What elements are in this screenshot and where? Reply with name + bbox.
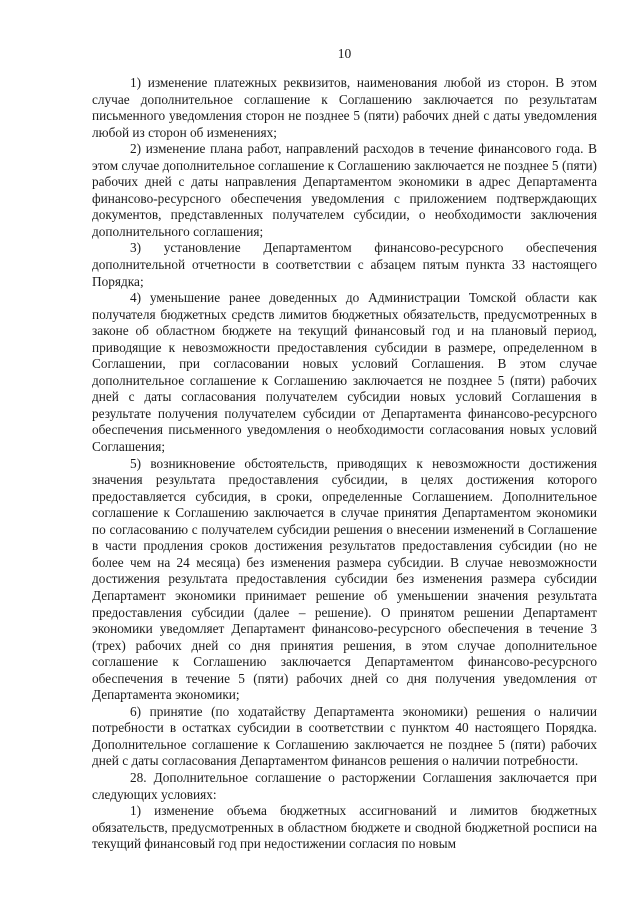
paragraph-item-5: 5) возникновение обстоятельств, приводящих к невозможности достижения значения результата предоставления субсидии, в целях достижения которого предоставляется субсидия, в сроки, определенные Соглашением. Дополнительное соглашение к Соглашению заключается в случае принятия Департаментом экономики по согласованию с получателем субсидии решения о внесении изменений в Соглашение в части продления сроков достижения результатов предоставления субсидии (но не более чем на 24 месяца) без изменения размера субсидии. В случае невозможности достижения результата предоставления субсидии без изменения размера субсидии Департамент экономики принимает решение об уменьшении значения результата предоставления субсидии (далее – решение). О принятом решении Департамент экономики уведомляет Департамент финансово-ресурсного обеспечения в течение 3 (трех) рабочих дней со дня принятия решения, в этом случае дополнительное соглашение к Соглашению заключается Департаментом финансово-ресурсного обеспечения в течение 5 (пяти) рабочих дней со дня получения уведомления от Департамента экономики; — [92, 455, 597, 703]
paragraph-clause-28: 28. Дополнительное соглашение о расторжении Соглашения заключается при следующих условиях: — [92, 769, 597, 802]
paragraph-item-1: 1) изменение платежных реквизитов, наименования любой из сторон. В этом случае дополнительное соглашение к Соглашению заключается по результатам письменного уведомления сторон не позднее 5 (пяти) рабочих дней с даты уведомления любой из сторон об изменениях; — [92, 75, 597, 140]
paragraph-clause-28-item-1: 1) изменение объема бюджетных ассигнований и лимитов бюджетных обязательств, предусмотренных в областном бюджете и сводной бюджетной росписи на текущий финансовый год при недостижении согласия по новым — [92, 803, 597, 852]
paragraph-item-2: 2) изменение плана работ, направлений расходов в течение финансового года. В этом случае дополнительное соглашение к Соглашению заключается не позднее 5 (пяти) рабочих дней с даты направления Департаментом экономики в адрес Департамента финансово-ресурсного обеспечения уведомления с приложением подтверждающих документов, представленных получателем субсидии, о необходимости заключения дополнительного соглашения; — [92, 141, 597, 239]
page-number: 10 — [337, 46, 352, 61]
paragraph-item-4: 4) уменьшение ранее доведенных до Администрации Томской области как получателя бюджетных средств лимитов бюджетных обязательств, предусмотренных в законе об областном бюджете на текущий финансовый год и на плановый период, приводящие к невозможности предоставления субсидии в размере, определенном в Соглашении, при согласовании новых условий Соглашения. В этом случае дополнительное соглашение к Соглашению заключается не позднее 5 (пяти) рабочих дней с даты согласования получателем субсидии новых условий Соглашения в результате получения получателем субсидии от Департамента финансово-ресурсного обеспечения письменного уведомления о необходимости согласования новых условий Соглашения; — [92, 290, 597, 455]
document-body — [92, 75, 597, 853]
paragraph-item-6: 6) принятие (по ходатайству Департамента экономики) решения о наличии потребности в остатках субсидии в соответствии с пунктом 40 настоящего Порядка. Дополнительное соглашение к Соглашению заключается не позднее 5 (пяти) рабочих дней с даты согласования Департаментом финансов решения о наличии потребности. — [92, 703, 597, 769]
paragraph-item-3: 3) установление Департаментом финансово-ресурсного обеспечения дополнительной отчетности в соответствии с абзацем пятым пункта 33 настоящего Порядка; — [92, 240, 597, 289]
